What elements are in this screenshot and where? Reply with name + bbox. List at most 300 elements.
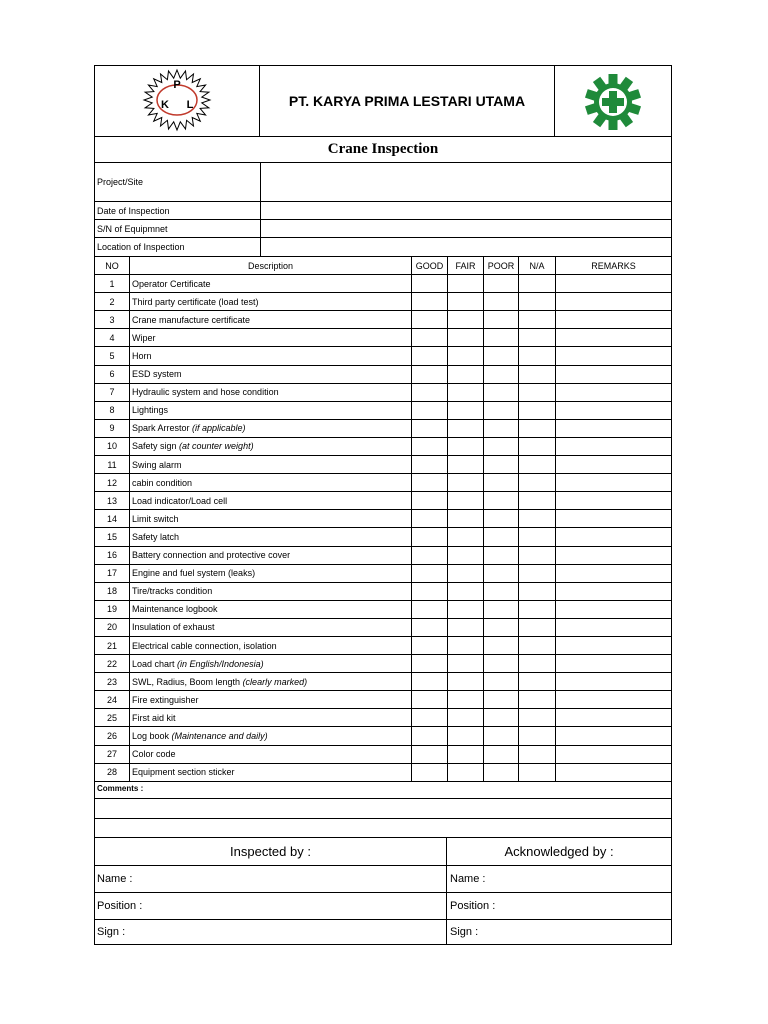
row-description <box>129 583 411 600</box>
fair-check-cell[interactable] <box>447 619 483 636</box>
table-row <box>95 420 671 438</box>
project-site-label: Project/Site <box>97 176 144 187</box>
fair-check-cell[interactable] <box>447 655 483 672</box>
table-row <box>95 384 671 402</box>
poor-check-cell[interactable] <box>483 547 518 564</box>
fair-check-cell[interactable] <box>447 691 483 708</box>
row-description <box>129 474 411 491</box>
remarks-cell[interactable] <box>555 764 671 781</box>
remarks-cell[interactable] <box>555 727 671 744</box>
description-text: Lightings <box>132 405 169 416</box>
na-check-cell[interactable] <box>518 709 555 726</box>
table-row <box>95 402 671 420</box>
na-check-cell[interactable] <box>518 673 555 690</box>
table-row <box>95 619 671 637</box>
date-row <box>95 202 671 220</box>
good-check-cell[interactable] <box>411 510 447 527</box>
acknowledger-sign-field[interactable]: Sign : <box>446 920 671 944</box>
sign-row <box>95 920 671 944</box>
fair-check-cell[interactable] <box>447 637 483 654</box>
row-description <box>129 311 411 328</box>
row-number: 5 <box>109 351 115 362</box>
acknowledged-by-label: Acknowledged by : <box>446 838 671 865</box>
na-check-cell[interactable] <box>518 420 555 437</box>
header-na: N/A <box>518 257 555 274</box>
description-text: First aid kit <box>132 712 176 723</box>
remarks-cell[interactable] <box>555 366 671 383</box>
row-description <box>129 764 411 781</box>
row-number: 20 <box>106 622 117 633</box>
fair-check-cell[interactable] <box>447 547 483 564</box>
table-row <box>95 637 671 655</box>
table-row <box>95 347 671 365</box>
location-row <box>95 238 671 257</box>
poor-check-cell[interactable] <box>483 727 518 744</box>
description-note: (clearly marked) <box>242 676 308 687</box>
poor-check-cell[interactable] <box>483 601 518 618</box>
poor-check-cell[interactable] <box>483 402 518 419</box>
na-check-cell[interactable] <box>518 547 555 564</box>
fair-check-cell[interactable] <box>447 456 483 473</box>
description-text: cabin condition <box>132 477 193 488</box>
date-field[interactable] <box>260 202 671 219</box>
description-text: Maintenance logbook <box>132 604 218 615</box>
na-check-cell[interactable] <box>518 583 555 600</box>
na-check-cell[interactable] <box>518 746 555 763</box>
na-check-cell[interactable] <box>518 764 555 781</box>
description-note: (in English/Indonesia) <box>177 658 264 669</box>
fair-check-cell[interactable] <box>447 528 483 545</box>
row-number: 23 <box>106 676 117 687</box>
sn-field[interactable] <box>260 220 671 237</box>
svg-text:P: P <box>173 79 181 91</box>
company-logo <box>95 66 260 136</box>
acknowledger-name-field[interactable]: Name : <box>446 866 671 892</box>
sn-label: S/N of Equipmnet <box>97 223 168 234</box>
row-number: 26 <box>106 730 117 741</box>
good-check-cell[interactable] <box>411 691 447 708</box>
inspector-name-field[interactable]: Name : <box>97 873 133 885</box>
table-row <box>95 655 671 673</box>
remarks-cell[interactable] <box>555 637 671 654</box>
poor-check-cell[interactable] <box>483 510 518 527</box>
description-text: Operator Certificate <box>132 278 211 289</box>
description-note: (if applicable) <box>192 423 246 434</box>
poor-check-cell[interactable] <box>483 565 518 582</box>
row-number: 8 <box>109 405 115 416</box>
form-header <box>95 66 671 137</box>
fair-check-cell[interactable] <box>447 673 483 690</box>
row-number: 4 <box>109 332 115 343</box>
table-row <box>95 456 671 474</box>
na-check-cell[interactable] <box>518 384 555 401</box>
na-check-cell[interactable] <box>518 492 555 509</box>
description-text: Tire/tracks condition <box>132 586 213 597</box>
table-row <box>95 764 671 782</box>
good-check-cell[interactable] <box>411 565 447 582</box>
na-check-cell[interactable] <box>518 456 555 473</box>
good-check-cell[interactable] <box>411 746 447 763</box>
good-check-cell[interactable] <box>411 655 447 672</box>
poor-check-cell[interactable] <box>483 709 518 726</box>
na-check-cell[interactable] <box>518 329 555 346</box>
table-row <box>95 438 671 456</box>
project-site-field[interactable] <box>260 162 671 201</box>
remarks-cell[interactable] <box>555 492 671 509</box>
description-text: Third party certificate (load test) <box>132 296 259 307</box>
header-description: Description <box>129 257 411 274</box>
description-text: Electrical cable connection, isolation <box>132 640 277 651</box>
description-text: Color code <box>132 749 176 760</box>
svg-text:L: L <box>186 99 194 111</box>
row-description <box>129 510 411 527</box>
fair-check-cell[interactable] <box>447 727 483 744</box>
description-text: Log book <box>132 730 172 741</box>
row-description <box>129 655 411 672</box>
remarks-cell[interactable] <box>555 619 671 636</box>
remarks-cell[interactable] <box>555 402 671 419</box>
remarks-cell[interactable] <box>555 384 671 401</box>
fair-check-cell[interactable] <box>447 510 483 527</box>
poor-check-cell[interactable] <box>483 275 518 292</box>
position-row <box>95 893 671 920</box>
signature-header <box>95 838 671 866</box>
remarks-cell[interactable] <box>555 547 671 564</box>
remarks-cell[interactable] <box>555 528 671 545</box>
na-check-cell[interactable] <box>518 474 555 491</box>
description-text: Spark Arrestor <box>132 423 193 434</box>
good-check-cell[interactable] <box>411 311 447 328</box>
row-number: 17 <box>106 568 117 579</box>
description-text: ESD system <box>132 369 182 380</box>
poor-check-cell[interactable] <box>483 746 518 763</box>
poor-check-cell[interactable] <box>483 347 518 364</box>
description-text: Load indicator/Load cell <box>132 495 228 506</box>
table-header <box>95 257 671 275</box>
header-remarks: REMARKS <box>555 257 671 274</box>
remarks-cell[interactable] <box>555 691 671 708</box>
table-row <box>95 709 671 727</box>
poor-check-cell[interactable] <box>483 311 518 328</box>
description-text: Engine and fuel system (leaks) <box>132 568 256 579</box>
table-row <box>95 311 671 329</box>
row-number: 27 <box>106 749 117 760</box>
good-check-cell[interactable] <box>411 764 447 781</box>
na-check-cell[interactable] <box>518 366 555 383</box>
good-check-cell[interactable] <box>411 474 447 491</box>
poor-check-cell[interactable] <box>483 420 518 437</box>
poor-check-cell[interactable] <box>483 764 518 781</box>
fair-check-cell[interactable] <box>447 764 483 781</box>
row-number: 7 <box>109 387 115 398</box>
table-row <box>95 492 671 510</box>
good-check-cell[interactable] <box>411 727 447 744</box>
row-description <box>129 547 411 564</box>
good-check-cell[interactable] <box>411 402 447 419</box>
row-description <box>129 492 411 509</box>
date-label: Date of Inspection <box>97 205 170 216</box>
table-row <box>95 474 671 492</box>
row-description <box>129 438 411 455</box>
row-description <box>129 601 411 618</box>
row-description <box>129 275 411 292</box>
good-check-cell[interactable] <box>411 673 447 690</box>
row-number: 15 <box>106 531 117 542</box>
row-description <box>129 329 411 346</box>
fair-check-cell[interactable] <box>447 474 483 491</box>
poor-check-cell[interactable] <box>483 366 518 383</box>
na-check-cell[interactable] <box>518 565 555 582</box>
form-title: Crane Inspection <box>95 136 671 163</box>
remarks-cell[interactable] <box>555 673 671 690</box>
description-text: Hydraulic system and hose condition <box>132 387 279 398</box>
poor-check-cell[interactable] <box>483 474 518 491</box>
remarks-cell[interactable] <box>555 709 671 726</box>
remarks-cell[interactable] <box>555 746 671 763</box>
table-row <box>95 547 671 565</box>
row-description <box>129 673 411 690</box>
poor-check-cell[interactable] <box>483 528 518 545</box>
row-description <box>129 691 411 708</box>
good-check-cell[interactable] <box>411 709 447 726</box>
row-description <box>129 456 411 473</box>
header-fair: FAIR <box>447 257 483 274</box>
na-check-cell[interactable] <box>518 438 555 455</box>
checklist-rows <box>95 275 671 782</box>
table-row <box>95 329 671 347</box>
row-description <box>129 347 411 364</box>
row-description <box>129 709 411 726</box>
poor-check-cell[interactable] <box>483 456 518 473</box>
row-number: 13 <box>106 495 117 506</box>
table-row <box>95 583 671 601</box>
comments-row[interactable] <box>95 780 671 799</box>
comments-line[interactable] <box>95 799 671 819</box>
good-check-cell[interactable] <box>411 528 447 545</box>
na-check-cell[interactable] <box>518 510 555 527</box>
good-check-cell[interactable] <box>411 601 447 618</box>
row-description <box>129 420 411 437</box>
good-check-cell[interactable] <box>411 438 447 455</box>
remarks-cell[interactable] <box>555 329 671 346</box>
row-number: 3 <box>109 314 115 325</box>
remarks-cell[interactable] <box>555 565 671 582</box>
row-number: 18 <box>106 586 117 597</box>
fair-check-cell[interactable] <box>447 275 483 292</box>
description-note: (at counter weight) <box>179 441 254 452</box>
comments-label: Comments : <box>97 784 144 793</box>
fair-check-cell[interactable] <box>447 402 483 419</box>
kpl-logo-icon <box>95 66 260 136</box>
na-check-cell[interactable] <box>518 528 555 545</box>
row-number: 22 <box>106 658 117 669</box>
remarks-cell[interactable] <box>555 655 671 672</box>
table-row <box>95 366 671 384</box>
na-check-cell[interactable] <box>518 619 555 636</box>
remarks-cell[interactable] <box>555 347 671 364</box>
svg-text:K: K <box>161 99 169 111</box>
row-description <box>129 746 411 763</box>
description-text: Swing alarm <box>132 459 182 470</box>
remarks-cell[interactable] <box>555 456 671 473</box>
good-check-cell[interactable] <box>411 384 447 401</box>
location-label: Location of Inspection <box>97 242 185 252</box>
good-check-cell[interactable] <box>411 547 447 564</box>
table-row <box>95 528 671 546</box>
poor-check-cell[interactable] <box>483 293 518 310</box>
row-description <box>129 565 411 582</box>
good-check-cell[interactable] <box>411 275 447 292</box>
good-check-cell[interactable] <box>411 492 447 509</box>
na-check-cell[interactable] <box>518 601 555 618</box>
remarks-cell[interactable] <box>555 420 671 437</box>
poor-check-cell[interactable] <box>483 637 518 654</box>
na-check-cell[interactable] <box>518 655 555 672</box>
project-site-row <box>95 162 671 202</box>
remarks-cell[interactable] <box>555 438 671 455</box>
row-number: 9 <box>109 423 115 434</box>
remarks-cell[interactable] <box>555 474 671 491</box>
description-note: (Maintenance and daily) <box>171 730 268 741</box>
good-check-cell[interactable] <box>411 637 447 654</box>
row-number: 1 <box>109 278 115 289</box>
table-row <box>95 673 671 691</box>
good-check-cell[interactable] <box>411 420 447 437</box>
good-check-cell[interactable] <box>411 619 447 636</box>
fair-check-cell[interactable] <box>447 347 483 364</box>
table-row <box>95 510 671 528</box>
na-check-cell[interactable] <box>518 311 555 328</box>
row-number: 2 <box>109 296 115 307</box>
na-check-cell[interactable] <box>518 347 555 364</box>
table-row <box>95 727 671 745</box>
location-field[interactable] <box>260 238 671 256</box>
row-number: 14 <box>106 513 117 524</box>
poor-check-cell[interactable] <box>483 655 518 672</box>
fair-check-cell[interactable] <box>447 293 483 310</box>
fair-check-cell[interactable] <box>447 583 483 600</box>
row-number: 21 <box>106 640 117 651</box>
inspector-position-field[interactable]: Position : <box>97 900 143 912</box>
poor-check-cell[interactable] <box>483 329 518 346</box>
k3-safety-logo <box>555 66 671 136</box>
description-text: Wiper <box>132 332 156 343</box>
table-row <box>95 275 671 293</box>
fair-check-cell[interactable] <box>447 420 483 437</box>
remarks-cell[interactable] <box>555 510 671 527</box>
fair-check-cell[interactable] <box>447 438 483 455</box>
poor-check-cell[interactable] <box>483 492 518 509</box>
row-description <box>129 293 411 310</box>
table-row <box>95 565 671 583</box>
row-description <box>129 727 411 744</box>
good-check-cell[interactable] <box>411 456 447 473</box>
poor-check-cell[interactable] <box>483 384 518 401</box>
description-text: Load chart <box>132 658 178 669</box>
row-number: 25 <box>106 712 117 723</box>
description-text: Safety latch <box>132 531 180 542</box>
poor-check-cell[interactable] <box>483 619 518 636</box>
good-check-cell[interactable] <box>411 583 447 600</box>
row-description <box>129 619 411 636</box>
na-check-cell[interactable] <box>518 293 555 310</box>
fair-check-cell[interactable] <box>447 384 483 401</box>
good-check-cell[interactable] <box>411 293 447 310</box>
table-row <box>95 293 671 311</box>
safety-gear-cross-icon <box>555 66 671 136</box>
inspected-by-label: Inspected by : <box>230 844 311 859</box>
description-text: SWL, Radius, Boom length <box>132 676 243 687</box>
description-text: Horn <box>132 351 152 362</box>
row-description <box>129 637 411 654</box>
row-number: 16 <box>106 550 117 561</box>
description-text: Equipment section sticker <box>132 767 235 778</box>
header-no: NO <box>105 260 119 271</box>
header-good: GOOD <box>411 257 447 274</box>
row-description <box>129 366 411 383</box>
na-check-cell[interactable] <box>518 637 555 654</box>
table-row <box>95 746 671 764</box>
inspection-form <box>94 65 672 945</box>
description-text: Limit switch <box>132 513 179 524</box>
row-number: 6 <box>109 369 115 380</box>
fair-check-cell[interactable] <box>447 366 483 383</box>
description-text: Crane manufacture certificate <box>132 314 251 325</box>
description-text: Insulation of exhaust <box>132 622 215 633</box>
company-name: PT. KARYA PRIMA LESTARI UTAMA <box>260 66 555 136</box>
poor-check-cell[interactable] <box>483 691 518 708</box>
name-row <box>95 866 671 893</box>
fair-check-cell[interactable] <box>447 329 483 346</box>
na-check-cell[interactable] <box>518 275 555 292</box>
acknowledger-position-field[interactable]: Position : <box>446 893 671 919</box>
poor-check-cell[interactable] <box>483 583 518 600</box>
fair-check-cell[interactable] <box>447 311 483 328</box>
row-description <box>129 528 411 545</box>
table-row <box>95 601 671 619</box>
good-check-cell[interactable] <box>411 347 447 364</box>
checklist-table <box>95 257 671 782</box>
row-number: 28 <box>106 767 117 778</box>
good-check-cell[interactable] <box>411 329 447 346</box>
good-check-cell[interactable] <box>411 366 447 383</box>
fair-check-cell[interactable] <box>447 601 483 618</box>
inspector-sign-field[interactable]: Sign : <box>97 926 126 938</box>
fair-check-cell[interactable] <box>447 746 483 763</box>
poor-check-cell[interactable] <box>483 438 518 455</box>
na-check-cell[interactable] <box>518 691 555 708</box>
fair-check-cell[interactable] <box>447 492 483 509</box>
poor-check-cell[interactable] <box>483 673 518 690</box>
remarks-cell[interactable] <box>555 293 671 310</box>
remarks-cell[interactable] <box>555 601 671 618</box>
remarks-cell[interactable] <box>555 311 671 328</box>
row-description <box>129 384 411 401</box>
remarks-cell[interactable] <box>555 583 671 600</box>
na-check-cell[interactable] <box>518 727 555 744</box>
sn-row <box>95 220 671 238</box>
na-check-cell[interactable] <box>518 402 555 419</box>
row-number: 12 <box>106 477 117 488</box>
fair-check-cell[interactable] <box>447 709 483 726</box>
description-text: Safety sign <box>132 441 180 452</box>
row-number: 19 <box>106 604 117 615</box>
comments-line[interactable] <box>95 819 671 838</box>
description-text: Fire extinguisher <box>132 694 199 705</box>
remarks-cell[interactable] <box>555 275 671 292</box>
fair-check-cell[interactable] <box>447 565 483 582</box>
row-description <box>129 402 411 419</box>
